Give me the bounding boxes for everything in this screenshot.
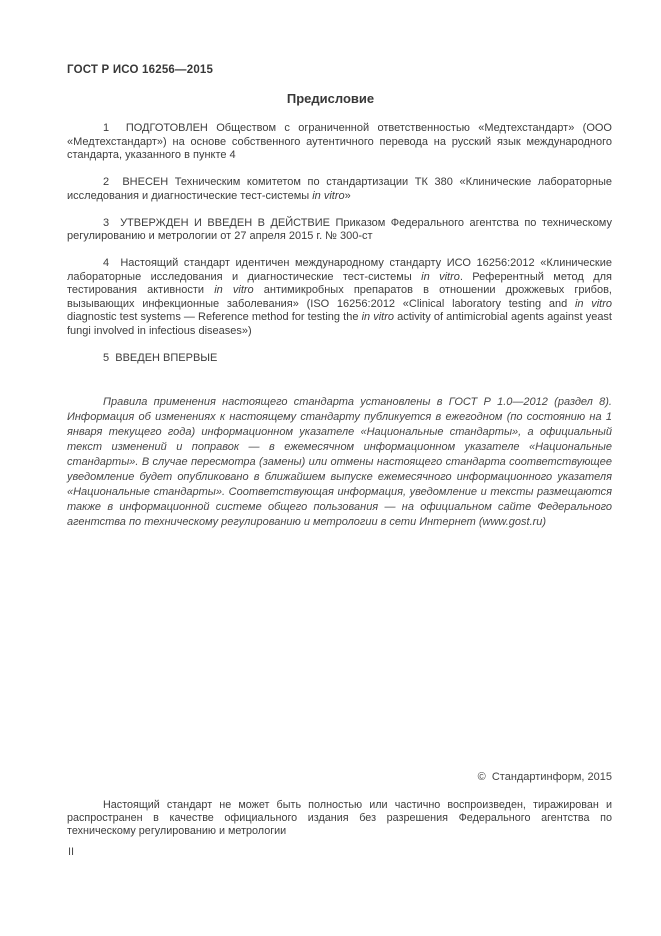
section-title: Предисловие xyxy=(286,91,375,106)
foreword-item-5: 5 ВВЕДЕН ВПЕРВЫЕ xyxy=(103,351,218,364)
foreword-item-1: 1 ПОДГОТОВЛЕН Обществом с ограниченной ответственностью «Медтехстандарт» (ООО «Медтехстандарт») на основе собственного аутентичного перевода на русский язык международного стандарта, указанного в пункте 4 xyxy=(67,122,612,161)
document-code-header: ГОСТ Р ИСО 16256—2015 xyxy=(67,64,214,76)
foreword-paragraphs xyxy=(67,122,612,379)
foreword-item-2: 2 ВНЕСЕН Техническим комитетом по стандартизации ТК 380 «Клинические лабораторные исследования и диагностические тест-системы in vitro» xyxy=(67,176,612,202)
foreword-item-4: 4 Настоящий стандарт идентичен международному стандарту ИСО 16256:2012 «Клинические лабораторные исследования и диагностические тест-системы in vitro. Референтный метод для тестирования активности in vitro антимикробных препаратов в отношении дрожжевых грибов, вызывающих инфекционные заболевания» (ISO 16256:2012 «Clinical laboratory testing and in vitro diagnostic test systems — Reference method for testing the in vitro activity of antimicrobial agents against yeast fungi involved in infectious diseases») xyxy=(67,257,613,337)
application-rules-paragraph: Правила применения настоящего стандарта установлены в ГОСТ Р 1.0—2012 (раздел 8). Информация об изменениях к настоящему стандарту публикуется в ежегодном (по состоянию на 1 января текущего года) информационном указателе «Национальные стандарты», а официальный текст изменений и поправок — в ежемесячном информационном указателе «Национальные стандарты». В случае пересмотра (замены) или отмены настоящего стандарта соответствующее уведомление будет опубликовано в ближайшем выпуске ежемесячного информационного указателя «Национальные стандарты». Соответствующая информация, уведомление и тексты размещаются также в информационной системе общего пользования — на официальном сайте Федерального агентства по техническому регулированию и метрологии в сети Интернет (www.gost.ru) xyxy=(67,396,612,528)
foreword-item-3: 3 УТВЕРЖДЕН И ВВЕДЕН В ДЕЙСТВИЕ Приказом Федерального агентства по техническому регулированию и метрологии от 27 апреля 2015 г. № 300-ст xyxy=(67,216,612,242)
copyright-notice: © Стандартинформ, 2015 xyxy=(477,771,612,783)
page-number: II xyxy=(68,846,75,858)
reproduction-restriction-paragraph: Настоящий стандарт не может быть полностью или частично воспроизведен, тиражирован и распространен в качестве официального издания без разрешения Федерального агентства по техническому регулированию и метрологии xyxy=(67,799,612,838)
